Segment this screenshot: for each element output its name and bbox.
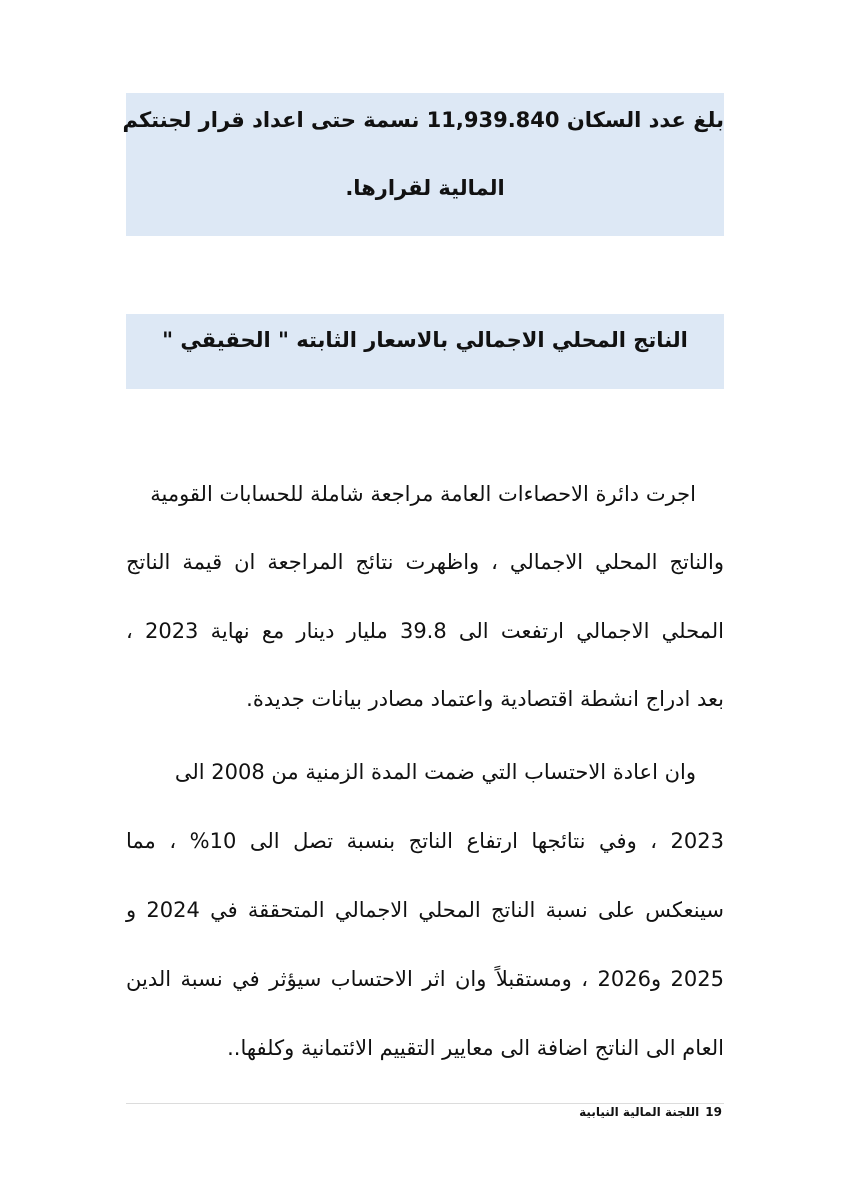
section-heading: الناتج المحلي الاجمالي بالاسعار الثابته " الحقيقي " [162, 328, 688, 352]
footer-divider [126, 1103, 724, 1104]
page-number: 19 [705, 1105, 722, 1119]
paragraph-2-line: 2025 و2026 ، ومستقبلاً وان اثر الاحتساب سيؤثر في نسبة الدين [126, 967, 724, 991]
page-footer [579, 1105, 722, 1119]
footer-label: اللجنة المالية النيابية [579, 1105, 700, 1119]
population-callout-box [122, 93, 724, 236]
section-heading-box [126, 314, 724, 389]
population-callout-line-1: بلغ عدد السكان 11,939.840 نسمة حتى اعداد قرار لجنتكم [122, 108, 724, 132]
paragraph-1-line: بعد ادراج انشطة اقتصادية واعتماد مصادر بيانات جديدة. [246, 687, 724, 711]
paragraph-2-line: وان اعادة الاحتساب التي ضمت المدة الزمنية من 2008 الى [174, 760, 696, 784]
population-callout-line-2: المالية لقرارها. [345, 176, 505, 200]
paragraph-1-line: والناتج المحلي الاجمالي ، واظهرت نتائج المراجعة ان قيمة الناتج [126, 550, 724, 574]
paragraph-2-line: 2023 ، وفي نتائجها ارتفاع الناتج بنسبة تصل الى 10% ، مما [126, 829, 724, 853]
paragraph-2-line: العام الى الناتج اضافة الى معايير التقييم الائتمانية وكلفها.. [227, 1036, 724, 1060]
paragraph-1-line: المحلي الاجمالي ارتفعت الى 39.8 مليار دينار مع نهاية 2023 ، [126, 619, 725, 643]
paragraph-1-line: اجرت دائرة الاحصاءات العامة مراجعة شاملة للحسابات القومية [150, 482, 696, 506]
paragraph-2-line: سينعكس على نسبة الناتج المحلي الاجمالي المتحققة في 2024 و [126, 898, 724, 922]
